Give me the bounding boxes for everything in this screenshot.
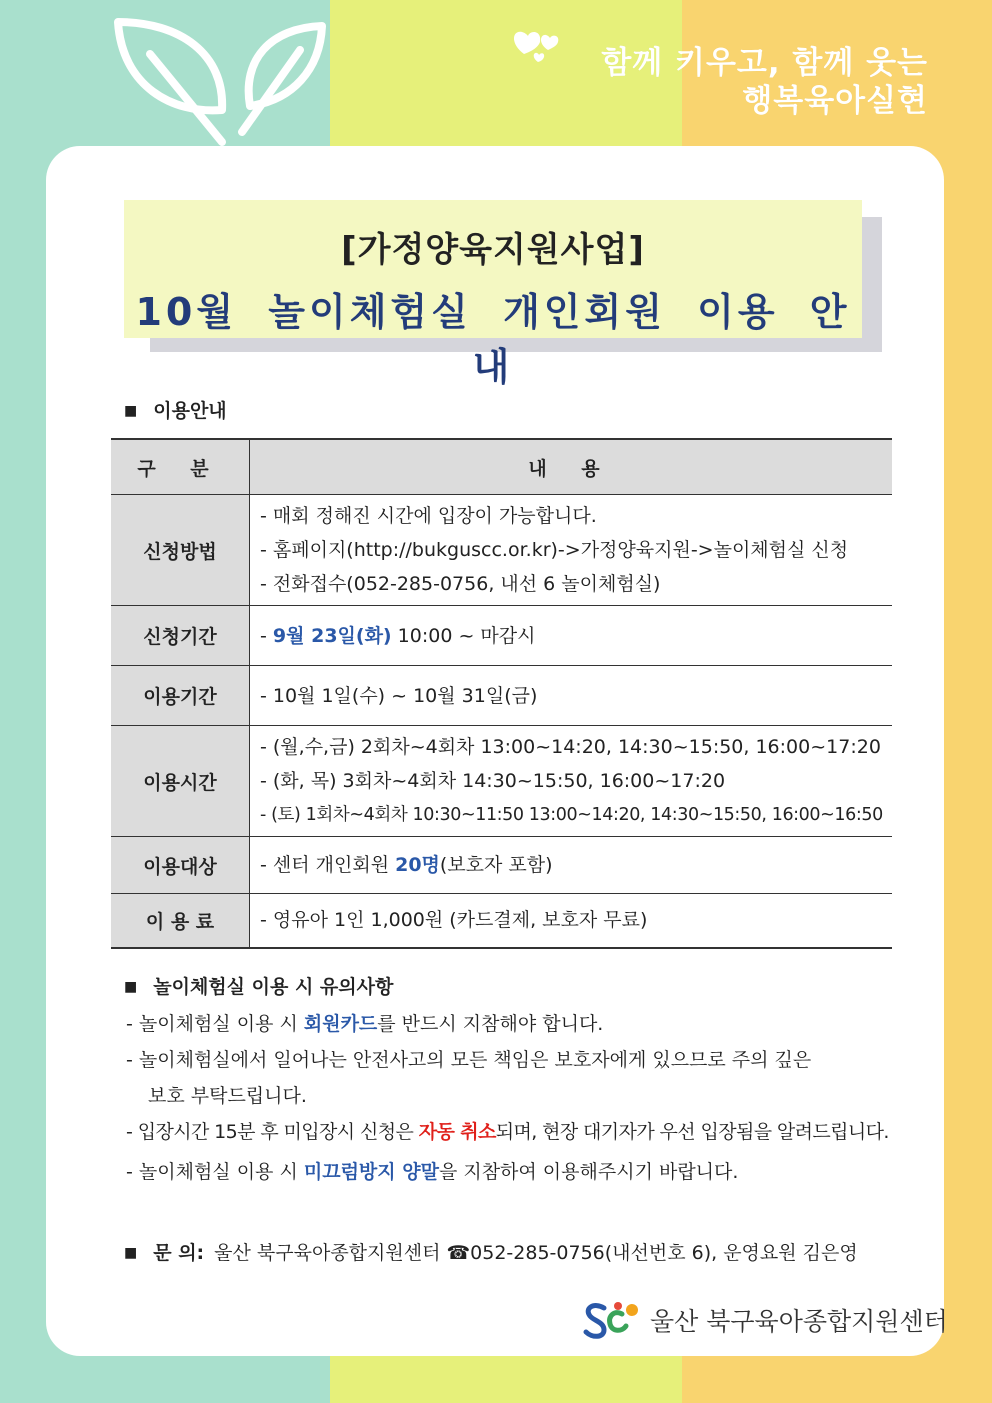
table-row — [111, 606, 892, 666]
row-label: 신청기간 — [111, 606, 250, 666]
header-content: 내 용 — [250, 439, 893, 495]
contact-text: 울산 북구육아종합지원센터 ☎052-285-0756(내선번호 6), 운영요원 김은영 — [214, 1242, 858, 1264]
note-text: - 놀이체험실 이용 시 — [126, 1161, 304, 1183]
bullet-icon: ■ — [124, 403, 138, 419]
note-item — [126, 1154, 889, 1190]
table-row — [111, 726, 892, 837]
hearts-icon — [508, 20, 568, 70]
row-label: 이용시간 — [111, 726, 250, 837]
table-header-row — [111, 439, 892, 495]
row-value — [250, 495, 893, 606]
slogan-line1: 함께 키우고, 함께 웃는 — [601, 45, 928, 81]
title-box — [124, 200, 862, 389]
section-notes — [124, 972, 393, 999]
contact-line — [124, 1238, 858, 1265]
center-logo — [582, 1300, 948, 1340]
row-suffix: (보호자 포함) — [439, 854, 553, 876]
center-logo-text: 울산 북구육아종합지원센터 — [650, 1307, 948, 1336]
section-usage — [124, 396, 227, 423]
application-date: 9월 23일(화) — [272, 624, 392, 647]
note-text: 되며, 현장 대기자가 우선 입장됨을 알려드립니다. — [495, 1121, 889, 1143]
row-value — [250, 894, 893, 948]
note-text: - 놀이체험실 이용 시 — [126, 1013, 304, 1035]
section-notes-heading: 놀이체험실 이용 시 유의사항 — [153, 976, 394, 998]
row-prefix: - — [260, 624, 273, 647]
note-item: - 놀이체험실에서 일어나는 안전사고의 모든 책임은 보호자에게 있으므로 주의 깊은 — [126, 1049, 812, 1071]
row-line: - 영유아 1인 1,000원 (카드결제, 보호자 무료) — [260, 909, 648, 932]
row-value — [250, 837, 893, 894]
row-line: - 10월 1일(수) ~ 10월 31일(금) — [260, 684, 538, 707]
row-line: - 매회 정해진 시간에 입장이 가능합니다. — [260, 505, 597, 527]
bullet-icon: ■ — [124, 979, 138, 995]
table-row — [111, 894, 892, 948]
table-row — [111, 495, 892, 606]
note-item — [126, 1114, 889, 1150]
row-label: 이용대상 — [111, 837, 250, 894]
capacity-count: 20명 — [395, 854, 440, 876]
section-usage-heading: 이용안내 — [153, 400, 227, 422]
row-value — [250, 726, 893, 837]
note-item-continued: 보호 부탁드립니다. — [148, 1085, 307, 1107]
header-category: 구 분 — [111, 439, 250, 495]
row-line: - (토) 1회차~4회차 10:30~11:50 13:00~14:20, 14:30~15:50, 16:00~16:50 — [260, 805, 883, 825]
member-card-highlight: 회원카드 — [303, 1013, 378, 1035]
title-line2: 10월 놀이체험실 개인회원 이용 안내 — [135, 290, 851, 389]
usage-table — [111, 438, 892, 949]
table-row — [111, 837, 892, 894]
row-suffix: 10:00 ~ 마감시 — [391, 624, 536, 647]
row-label: 이용기간 — [111, 666, 250, 726]
notes-list — [126, 1006, 889, 1190]
note-text: 를 반드시 지참해야 합니다. — [377, 1013, 604, 1035]
bullet-icon: ■ — [124, 1245, 138, 1261]
slogan — [601, 44, 928, 120]
row-value — [250, 666, 893, 726]
row-value — [250, 606, 893, 666]
slogan-line2: 행복육아실현 — [742, 83, 928, 119]
socks-highlight: 미끄럼방지 양말 — [303, 1161, 439, 1183]
row-label: 이 용 료 — [111, 894, 250, 948]
note-item — [126, 1006, 889, 1042]
row-line: - (월,수,금) 2회차~4회차 13:00~14:20, 14:30~15:50, 16:00~17:20 — [260, 736, 881, 758]
title-line1: [가정양육지원사업] — [341, 230, 645, 270]
table-row — [111, 666, 892, 726]
row-label: 신청방법 — [111, 495, 250, 606]
row-line: - 홈페이지(http://bukguscc.or.kr)->가정양육지원->놀이체험실 신청 — [260, 539, 849, 561]
row-line: - 전화접수(052-285-0756, 내선 6 놀이체험실) — [260, 573, 661, 595]
row-prefix: - 센터 개인회원 — [260, 854, 396, 876]
auto-cancel-highlight: 자동 취소 — [418, 1121, 496, 1143]
note-text: - 입장시간 15분 후 미입장시 신청은 — [126, 1121, 419, 1143]
note-text: 을 지참하여 이용해주시기 바랍니다. — [438, 1161, 739, 1183]
center-logo-icon — [582, 1300, 640, 1340]
row-line: - (화, 목) 3회차~4회차 14:30~15:50, 16:00~17:20 — [260, 770, 726, 792]
contact-label: 문 의: — [153, 1242, 205, 1264]
leaves-icon — [110, 14, 330, 149]
